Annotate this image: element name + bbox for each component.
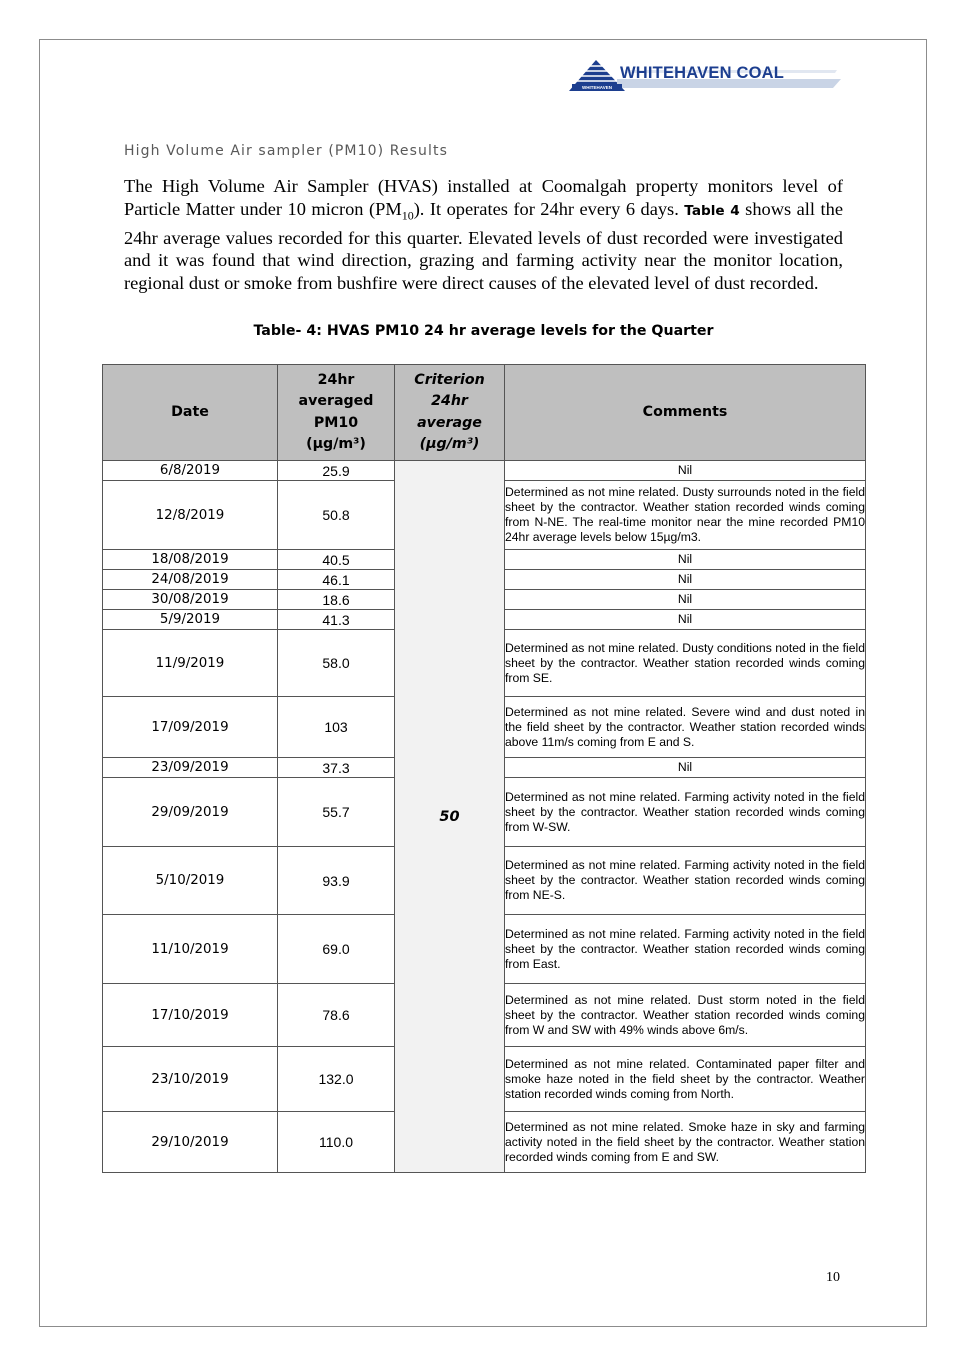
- cell-comment: Nil: [505, 610, 866, 630]
- cell-comment: Determined as not mine related. Farming activity noted in the field sheet by the contractor. Weather station recorded winds coming from NE-S.: [505, 847, 866, 915]
- table-header-row: [103, 365, 866, 461]
- table-row: [103, 461, 866, 481]
- cell-comment: Determined as not mine related. Contaminated paper filter and smoke haze noted in the field sheet by the contractor. Weather station recorded winds coming from North.: [505, 1047, 866, 1112]
- cell-date: 29/10/2019: [103, 1112, 278, 1173]
- header-criterion: Criterion 24hr average (µg/m³): [395, 365, 505, 461]
- paragraph-part3: shows all the 24hr average values recorded for this quarter. Elevated levels of dust recorded were investigated and it was found that wind direction, grazing and farming activity near the monitor location, regional dust or smoke from bushfire were direct causes of the elevated level of dust recorded.: [124, 198, 843, 294]
- cell-comment: Determined as not mine related. Dusty conditions noted in the field sheet by the contractor. Weather station recorded winds coming from SE.: [505, 630, 866, 697]
- section-heading: High Volume Air sampler (PM10) Results: [124, 143, 448, 159]
- header-date: Date: [103, 365, 278, 461]
- cell-date: 30/08/2019: [103, 590, 278, 610]
- cell-pm10-value: 55.7: [278, 778, 395, 847]
- cell-date: 23/09/2019: [103, 758, 278, 778]
- table-caption: Table- 4: HVAS PM10 24 hr average levels for the Quarter: [253, 323, 714, 339]
- cell-date: 11/9/2019: [103, 630, 278, 697]
- cell-pm10-value: 46.1: [278, 570, 395, 590]
- cell-date: 5/10/2019: [103, 847, 278, 915]
- cell-comment: Determined as not mine related. Farming activity noted in the field sheet by the contractor. Weather station recorded winds coming from East.: [505, 915, 866, 984]
- table-reference: Table 4: [684, 202, 740, 219]
- cell-date: 23/10/2019: [103, 1047, 278, 1112]
- cell-pm10-value: 18.6: [278, 590, 395, 610]
- header-comments: Comments: [505, 365, 866, 461]
- cell-pm10-value: 69.0: [278, 915, 395, 984]
- cell-date: 17/09/2019: [103, 697, 278, 758]
- header-pm10: 24hr averaged PM10 (µg/m³): [278, 365, 395, 461]
- paragraph-part2: ). It operates for 24hr every 6 days.: [413, 198, 685, 219]
- cell-pm10-value: 93.9: [278, 847, 395, 915]
- cell-comment: Determined as not mine related. Dust storm noted in the field sheet by the contractor. Weather station recorded winds coming from W and SW with 49% winds above 6m/s.: [505, 984, 866, 1047]
- hvas-results-table: [102, 364, 866, 1173]
- cell-date: 6/8/2019: [103, 461, 278, 481]
- svg-text:WHITEHAVEN: WHITEHAVEN: [582, 85, 612, 90]
- cell-comment: Determined as not mine related. Farming activity noted in the field sheet by the contractor. Weather station recorded winds coming from W-SW.: [505, 778, 866, 847]
- paragraph-subscript: 10: [401, 208, 414, 223]
- cell-comment: Determined as not mine related. Dusty surrounds noted in the field sheet by the contractor. Weather station recorded winds coming from N-NE. The real-time monitor near the mine recorded PM10 24hr average levels below 15µg/m3.: [505, 481, 866, 550]
- cell-comment: Determined as not mine related. Smoke haze in sky and farming activity noted in the field sheet by the contractor. Weather station recorded winds coming from E and SW.: [505, 1112, 866, 1173]
- cell-pm10-value: 50.8: [278, 481, 395, 550]
- page-number: 10: [826, 1270, 840, 1285]
- intro-paragraph: [124, 175, 843, 295]
- cell-date: 24/08/2019: [103, 570, 278, 590]
- table-body: [103, 461, 866, 1173]
- cell-pm10-value: 103: [278, 697, 395, 758]
- cell-pm10-value: 110.0: [278, 1112, 395, 1173]
- cell-pm10-value: 78.6: [278, 984, 395, 1047]
- cell-date: 17/10/2019: [103, 984, 278, 1047]
- cell-date: 12/8/2019: [103, 481, 278, 550]
- cell-pm10-value: 41.3: [278, 610, 395, 630]
- cell-pm10-value: 132.0: [278, 1047, 395, 1112]
- cell-date: 18/08/2019: [103, 550, 278, 570]
- cell-date: 11/10/2019: [103, 915, 278, 984]
- cell-comment: Nil: [505, 550, 866, 570]
- cell-date: 5/9/2019: [103, 610, 278, 630]
- cell-pm10-value: 37.3: [278, 758, 395, 778]
- company-name: WHITEHAVEN COAL: [620, 64, 785, 82]
- cell-comment: Nil: [505, 570, 866, 590]
- cell-comment: Nil: [505, 590, 866, 610]
- paragraph-part1: The High Volume Air Sampler (HVAS) installed at Coomalgah property monitors level of Particle Matter under 10 micron (PM: [124, 176, 843, 219]
- cell-pm10-value: 25.9: [278, 461, 395, 481]
- cell-criterion: 50: [395, 461, 505, 1173]
- cell-pm10-value: 58.0: [278, 630, 395, 697]
- cell-pm10-value: 40.5: [278, 550, 395, 570]
- cell-comment: Nil: [505, 758, 866, 778]
- cell-comment: Nil: [505, 461, 866, 481]
- cell-comment: Determined as not mine related. Severe wind and dust noted in the field sheet by the contractor. Weather station recorded winds above 11m/s coming from E and S.: [505, 697, 866, 758]
- cell-date: 29/09/2019: [103, 778, 278, 847]
